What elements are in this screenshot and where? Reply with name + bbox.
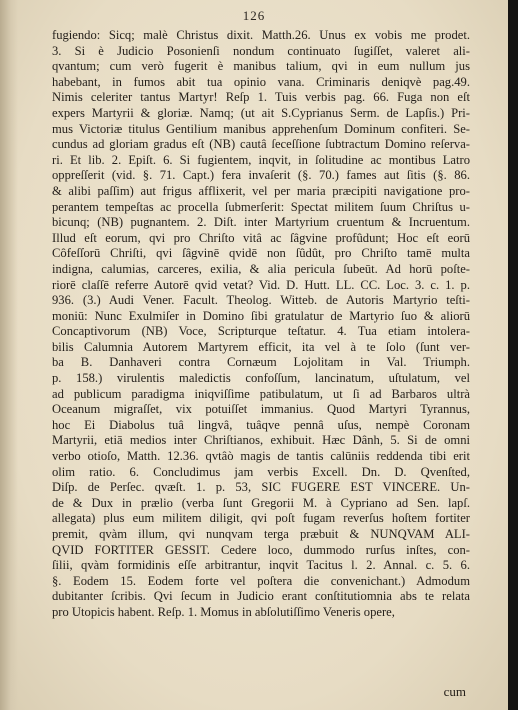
- text-line: cundus ad gloriam gradus eſt (NB) cautâ ſeceſſione ſubtractum Domino reſerva-: [52, 137, 470, 152]
- text-line: riorē claſſē referre Autorē qvid vetat? Vid. D. Hutt. LL. CC. Loc. 3. c. 1. p.: [52, 277, 470, 292]
- text-line: Côfeſſorū Chriſti, qvi ſâgvinē qvidē non ſûdût, pro Chriſto tamē multa: [52, 246, 470, 261]
- text-line: ad publicum paradigma iniqviſſime patibulatum, ut ſi ad Barbaros ultrà: [52, 386, 470, 401]
- binding-gutter: [0, 0, 18, 710]
- text-line: allegata) plus eum militem diligit, qvi poſt fugam reverſus hoſtem fortiter: [52, 511, 470, 526]
- text-line: bicunq; (NB) pugnantem. 2. Diſt. inter Martyrium cruentum & Incruentum.: [52, 215, 470, 230]
- text-line: hoc Ei Diabolus tuâ lingvâ, tuâqve pennâ uſus, nempè Coronam: [52, 417, 470, 432]
- text-line: qvantum; cum verò fugerit è manibus talium, qvi in eum nullum jus: [52, 59, 470, 74]
- text-line: premit, qvàm illum, qvi nunqvam terga præbuit & NUNQVAM ALI-: [52, 527, 470, 541]
- text-line: ba B. Danhaveri contra Cornæum Lojolitam in Val. Triumph.: [52, 355, 470, 370]
- text-line: p. 158.) virulentis maledictis confoſſum, lancinatum, uſtulatum, vel: [52, 371, 470, 386]
- text-line: 3. Si è Judicio Posonienſi nondum continuato ſugiſſet, valeret ali-: [52, 43, 470, 58]
- text-line: Oceanum migraſſet, vix potuiſſet immanius. Quod Martyri Tyrannus,: [52, 402, 470, 417]
- text-line: mus Victoriæ titulus Gentilium manibus apprehenſum Dominum confiteri. Se-: [52, 121, 470, 136]
- text-line: fugiendo: Sicq; malè Christus dixit. Matth.26. Unus ex vobis me prodet.: [52, 28, 470, 42]
- text-line: Illud eſt eorum, qvi pro Chriſto vitâ ac ſâgvine profûdunt; Hoc eſt eorū: [52, 230, 470, 245]
- text-line: oppreſſerit (vid. §. 71. Capt.) fera invaſerit (§. 70.) fames aut ſitis (§. 86.: [52, 168, 470, 183]
- text-line: perantem tempeſtas ac procella ſubmerſerit: Spectat militem ſuum Chriſtus u-: [52, 199, 470, 214]
- text-line: olim ratio. 6. Concludimus jam verbis Excell. Dn. D. Qvenſted,: [52, 464, 470, 479]
- text-line: dubitanter ſcribis. Qvi ſecum in Judicio erant conſtitutiomnia abs te relata: [52, 589, 470, 604]
- text-line: & alibi paſſim) aut frigus afflixerit, vel per maria præcipiti navigatione pro-: [52, 183, 470, 198]
- text-line: pro Utopicis habent. Reſp. 1. Momus in abſolutiſſimo Veneris opere,: [52, 604, 395, 619]
- text-line: Diſp. de Perſec. qvæſt. 1. p. 53, SIC FUGERE EST VINCERE. Un-: [52, 480, 470, 495]
- text-line: Concaptivorum (NB) Voce, Scripturque teſtatur. 4. Tua etiam intolera-: [52, 324, 470, 339]
- text-line: expers Martyrii & gloriæ. Namq; (ut ait S.Cyprianus Serm. de Lapſis.) Pri-: [52, 105, 470, 120]
- text-line: de & Dux in prælio (verba ſunt Gregorii M. à Cypriano ad Sen. lapſ.: [52, 495, 470, 510]
- text-line: ri. Et lib. 2. Epiſt. 6. Si fugientem, inqvit, in ſolitudine ac montibus Latro: [52, 152, 470, 167]
- text-line: indigna, calumias, carceres, exilia, & alia pericula ſubeūt. Ad horū poſte-: [52, 261, 470, 276]
- text-line: QVID FORTITER GESSIT. Cedere loco, dummodo rurſus inſtes, con-: [52, 542, 470, 557]
- scanner-edge: [508, 0, 518, 710]
- text-line: Nimis celeriter tantus Martyr! Reſp 1. Tuis verbis pag. 66. Fuga non eſt: [52, 90, 470, 105]
- text-line: moniū: Nunc Exulmiſer in Domino ſibi gratulatur de Martyrio ſuo & aliorū: [52, 308, 470, 323]
- text-line: verbo otioſo, Matth. 12.36. qvtâò magis de tantis calūniis reddenda tibi erit: [52, 449, 470, 464]
- text-line: habebant, in fumos abit tua opinio vana. Criminaris deniqvè pag.49.: [52, 74, 470, 89]
- body-text: [52, 28, 470, 621]
- page-number: 126: [242, 8, 266, 23]
- text-line: bilis Calumnia Autorem Martyrem efficit, ita vel à te ſolo (ſunt ver-: [52, 339, 470, 354]
- text-line: Martyrii, etiā medios inter Chriſtianos, exhibuit. Hæc Dânh, 5. Si de omni: [52, 433, 470, 448]
- text-line: ſilii, qvàm formidinis eſſe arbitrantur, inqvit Tacitus l. 2. Annal. c. 5. 6.: [52, 558, 470, 573]
- text-line: §. Eodem 15. Eodem forte vel poſtera die convenichant.) Admodum: [52, 573, 470, 588]
- catchword: cum: [443, 684, 466, 699]
- text-line: 936. (3.) Audi Vener. Facult. Theolog. Witteb. de Autoris Martyrio teſti-: [52, 293, 470, 308]
